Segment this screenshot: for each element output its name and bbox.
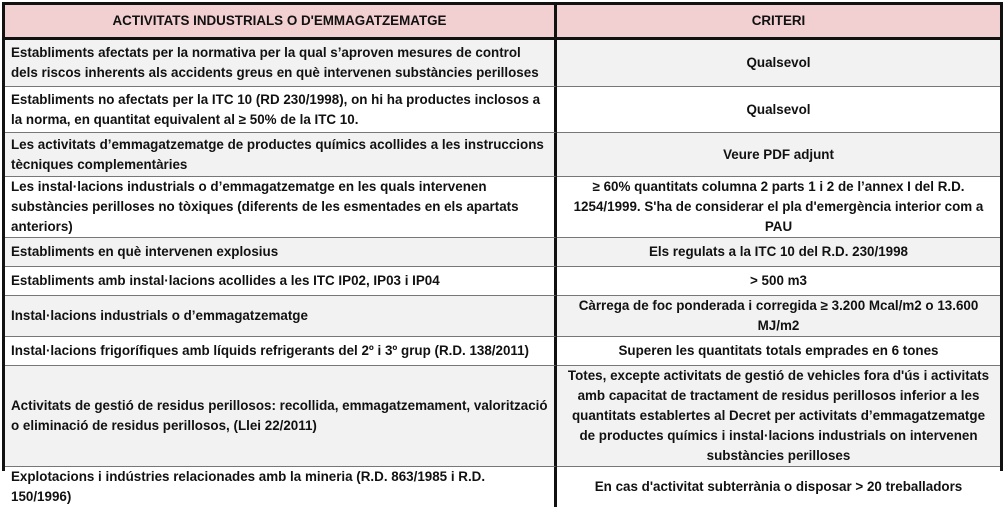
table-row xyxy=(5,295,1000,336)
header-row xyxy=(5,5,1000,40)
activity-cell: Establiments en què intervenen explosius xyxy=(5,237,557,266)
activity-cell: Activitats de gestió de residus perillosos: recollida, emmagatzemament, valorització o eliminació de residus perillosos, (Llei 22/2011) xyxy=(5,365,557,466)
activity-cell: Les activitats d’emmagatzematge de productes químics acollides a les instruccions tècniques complementàries xyxy=(5,132,557,176)
header-activities: ACTIVITATS INDUSTRIALS O D'EMMAGATZEMATGE xyxy=(5,5,557,40)
table-row xyxy=(5,132,1000,176)
criteria-cell: En cas d'activitat subterrània o disposar > 20 treballadors xyxy=(557,466,1000,507)
activity-cell: Establiments no afectats per la ITC 10 (RD 230/1998), on hi ha productes inclosos a la norma, en quantitat equivalent al ≥ 50% de la ITC 10. xyxy=(5,86,557,132)
activity-cell: Establiments afectats per la normativa per la qual s’aproven mesures de control dels riscos inherents als accidents greus en què intervenen substàncies perilloses xyxy=(5,40,557,86)
criteria-cell: Qualsevol xyxy=(557,86,1000,132)
table-row xyxy=(5,336,1000,365)
table-row xyxy=(5,266,1000,295)
criteria-table-container xyxy=(2,2,1003,504)
activity-cell: Instal·lacions industrials o d’emmagatzematge xyxy=(5,295,557,336)
activity-cell: Explotacions i indústries relacionades amb la mineria (R.D. 863/1985 i R.D. 150/1996) xyxy=(5,466,557,507)
criteria-table xyxy=(5,5,1000,507)
criteria-cell: Totes, excepte activitats de gestió de vehicles fora d'ús i activitats amb capacitat de tractament de residus perillosos inferior a les quantitats establertes al Decret per activitats d’emmagatzematge de productes químics i instal·lacions industrials on intervenen substàncies perilloses xyxy=(557,365,1000,466)
criteria-cell: Qualsevol xyxy=(557,40,1000,86)
table-row xyxy=(5,40,1000,86)
table-row xyxy=(5,176,1000,237)
table-row xyxy=(5,466,1000,507)
table-row xyxy=(5,237,1000,266)
table-row xyxy=(5,86,1000,132)
activity-cell: Instal·lacions frigorífiques amb líquids refrigerants del 2º i 3º grup (R.D. 138/2011) xyxy=(5,336,557,365)
activity-cell: Les instal·lacions industrials o d’emmagatzematge en les quals intervenen substàncies perilloses no tòxiques (diferents de les esmentades en els apartats anteriors) xyxy=(5,176,557,237)
criteria-cell: Els regulats a la ITC 10 del R.D. 230/1998 xyxy=(557,237,1000,266)
criteria-cell: Càrrega de foc ponderada i corregida ≥ 3.200 Mcal/m2 o 13.600 MJ/m2 xyxy=(557,295,1000,336)
header-criteria: CRITERI xyxy=(557,5,1000,40)
criteria-cell: Veure PDF adjunt xyxy=(557,132,1000,176)
criteria-cell: > 500 m3 xyxy=(557,266,1000,295)
activity-cell: Establiments amb instal·lacions acollides a les ITC IP02, IP03 i IP04 xyxy=(5,266,557,295)
criteria-cell: Superen les quantitats totals emprades en 6 tones xyxy=(557,336,1000,365)
table-row xyxy=(5,365,1000,466)
criteria-cell: ≥ 60% quantitats columna 2 parts 1 i 2 de l’annex I del R.D. 1254/1999. S'ha de considerar el pla d'emergència interior com a PAU xyxy=(557,176,1000,237)
